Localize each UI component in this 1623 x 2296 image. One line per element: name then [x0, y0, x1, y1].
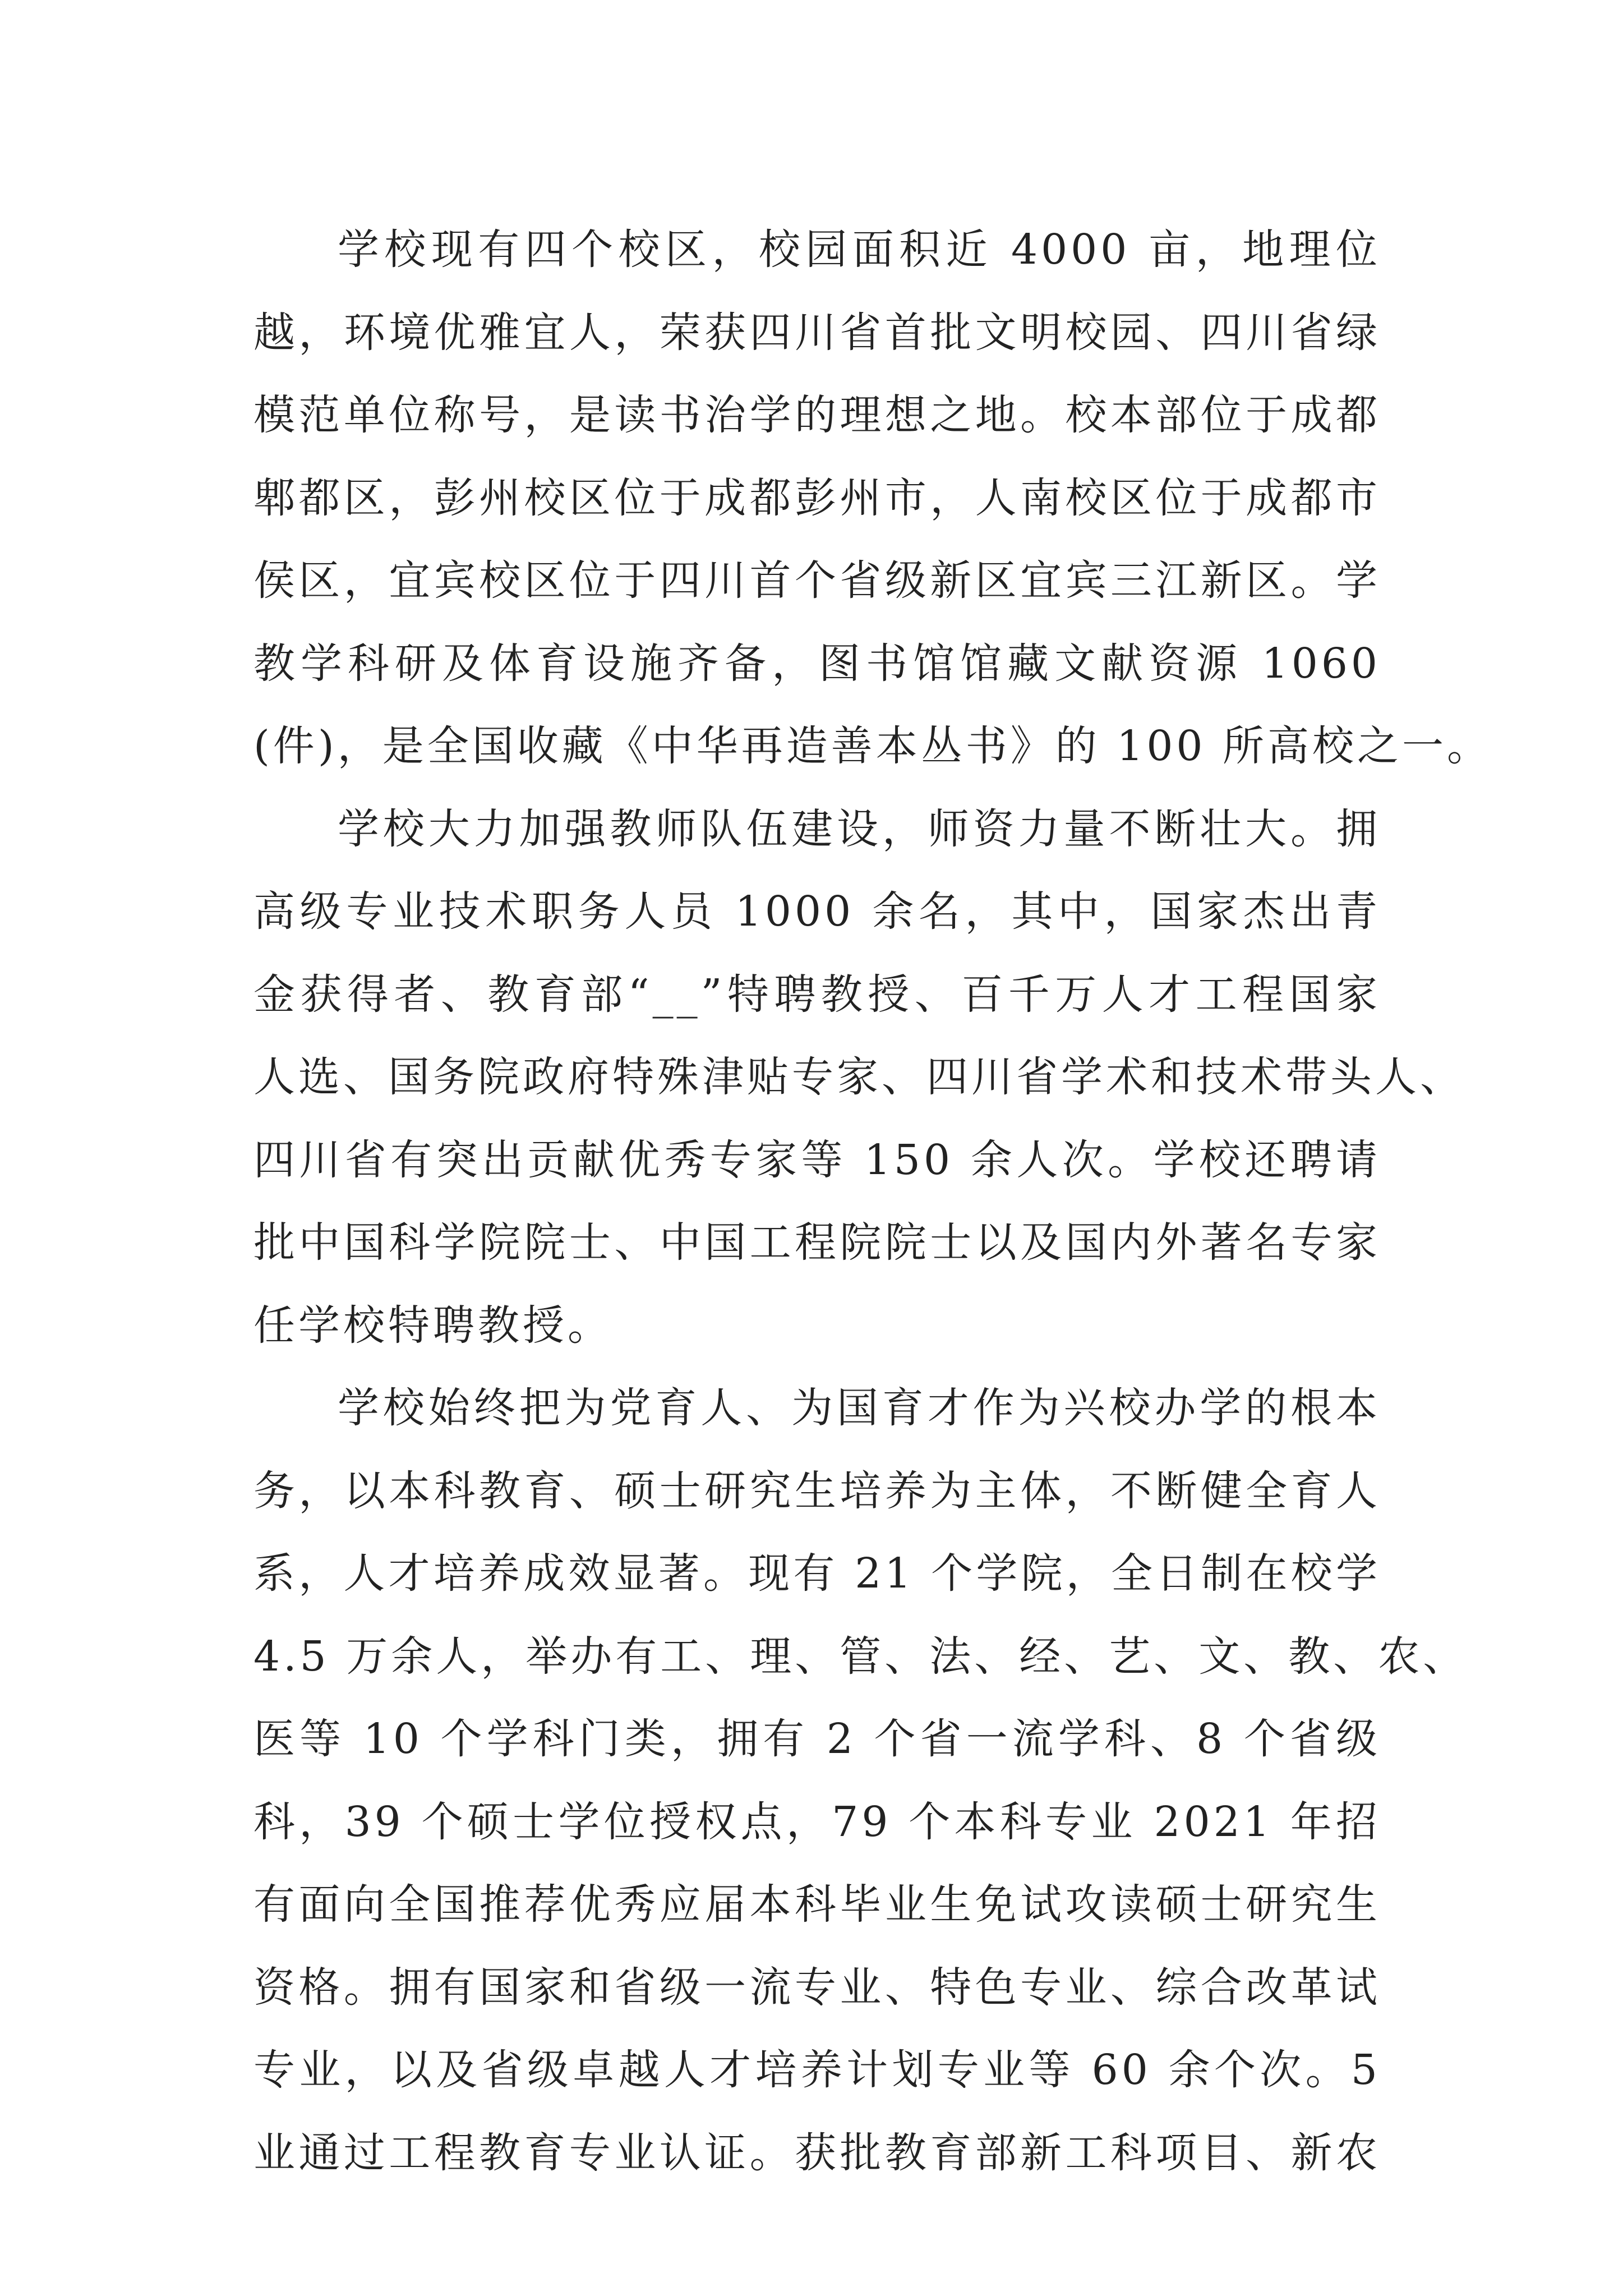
paragraph-2-line-7: 任学校特聘教授。: [253, 1301, 612, 1350]
paragraph-3-line-10: 业通过工程教育专业认证。获批教育部新工科项目、新农: [253, 2128, 1381, 2177]
paragraph-1-line-7: (件)，是全国收藏《中华再造善本丛书》的 100 所高校之一。: [253, 722, 1492, 770]
document-body: [253, 209, 1492, 2194]
paragraph-3-line-6: 科，39 个硕士学位授权点，79 个本科专业 2021 年招: [253, 1797, 1381, 1846]
paragraph-2-line-3: 金获得者、教育部“__”特聘教授、百千万人才工程国家: [253, 970, 1381, 1019]
paragraph-3-line-9: 专业，以及省级卓越人才培养计划专业等 60 余个次。5: [253, 2046, 1381, 2094]
paragraph-3-line-7: 有面向全国推荐优秀应届本科毕业生免试攻读硕士研究生: [253, 1880, 1381, 1929]
paragraph-3-line-3: 系，人才培养成效显著。现有 21 个学院，全日制在校学: [253, 1549, 1381, 1598]
paragraph-3-line-8: 资格。拥有国家和省级一流专业、特色专业、综合改革试: [253, 1963, 1381, 2012]
paragraph-2-line-2: 高级专业技术职务人员 1000 余名，其中，国家杰出青: [253, 887, 1381, 936]
paragraph-3-line-4: 4.5 万余人，举办有工、理、管、法、经、艺、文、教、农、: [253, 1632, 1468, 1681]
paragraph-1-line-2: 越，环境优雅宜人，荣获四川省首批文明校园、四川省绿: [253, 308, 1381, 357]
paragraph-3-line-5: 医等 10 个学科门类，拥有 2 个省一流学科、8 个省级: [253, 1715, 1381, 1763]
paragraph-1-line-5: 侯区，宜宾校区位于四川首个省级新区宜宾三江新区。学: [253, 556, 1381, 605]
paragraph-1-line-6: 教学科研及体育设施齐备，图书馆馆藏文献资源 1060: [253, 639, 1381, 688]
paragraph-1-line-4: 郫都区，彭州校区位于成都彭州市，人南校区位于成都市: [253, 473, 1381, 522]
paragraph-2-line-6: 批中国科学院院士、中国工程院院士以及国内外著名专家: [253, 1218, 1381, 1267]
paragraph-1-line-3: 模范单位称号，是读书治学的理想之地。校本部位于成都: [253, 391, 1381, 439]
paragraph-1-line-1: 学校现有四个校区，校园面积近 4000 亩，地理位: [338, 226, 1381, 274]
paragraph-3-line-2: 务，以本科教育、硕士研究生培养为主体，不断健全育人: [253, 1466, 1381, 1515]
paragraph-2-line-5: 四川省有突出贡献优秀专家等 150 余人次。学校还聘请: [253, 1135, 1381, 1184]
paragraph-3-line-1: 学校始终把为党育人、为国育才作为兴校办学的根本: [338, 1384, 1381, 1432]
paragraph-2-line-1: 学校大力加强教师队伍建设，师资力量不断壮大。拥: [338, 804, 1381, 853]
paragraph-2-line-4: 人选、国务院政府特殊津贴专家、四川省学术和技术带头人、: [253, 1053, 1465, 1101]
